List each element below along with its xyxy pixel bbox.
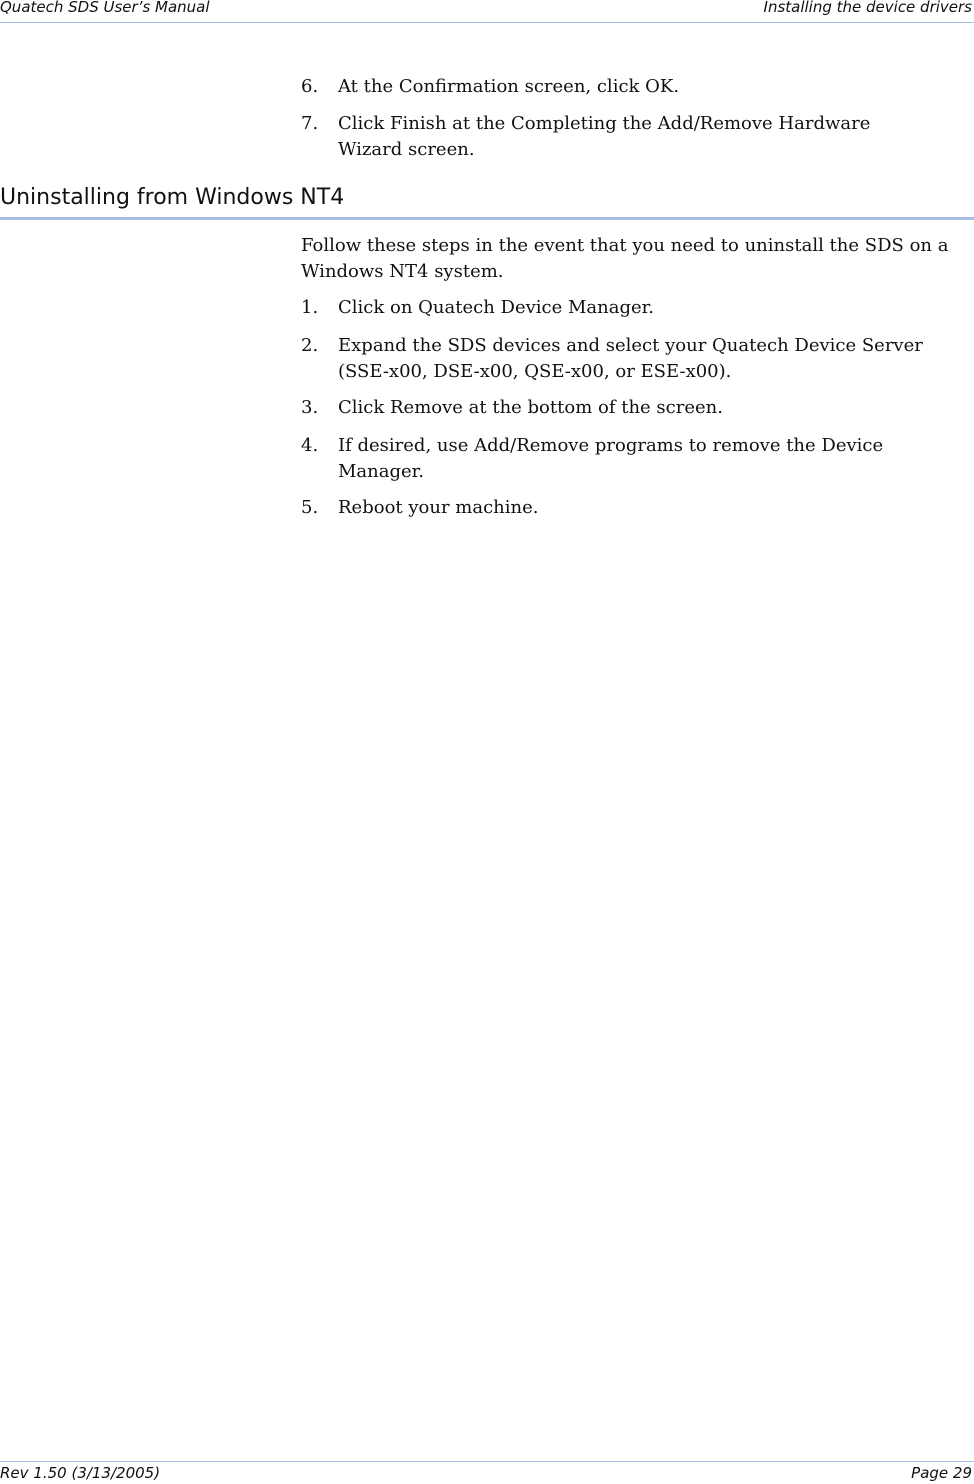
step-text: At the Confirmation screen, click OK.: [338, 76, 680, 97]
header-manual-title: Quatech SDS User’s Manual: [0, 0, 210, 16]
list-item: [301, 433, 921, 484]
footer-revision: Rev 1.50 (3/13/2005): [0, 1464, 161, 1482]
step-number: 3.: [301, 397, 319, 418]
step-text: Click on Quatech Device Manager.: [338, 297, 654, 318]
step-number: 4.: [301, 435, 319, 456]
page-header: [0, 0, 974, 23]
step-number: 2.: [301, 335, 319, 356]
section-title: Uninstalling from Windows NT4: [0, 185, 345, 210]
section-heading: [0, 183, 974, 220]
step-text: If desired, use Add/Remove programs to remove the Device Manager.: [338, 435, 884, 482]
step-number: 5.: [301, 497, 319, 518]
step-number: 1.: [301, 297, 319, 318]
step-number: 6.: [301, 76, 319, 97]
intro-paragraph: Follow these steps in the event that you need to uninstall the SDS on a Windows NT4 system.: [301, 235, 949, 282]
list-item: [301, 333, 961, 384]
step-text: Click Finish at the Completing the Add/Remove Hardware Wizard screen.: [338, 113, 871, 160]
step-text: Reboot your machine.: [338, 497, 539, 518]
step-text: Expand the SDS devices and select your Quatech Device Server (SSE-x00, DSE-x00, QSE-x00, or ESE-x00).: [338, 335, 923, 382]
list-item: [301, 295, 961, 321]
step-number: 7.: [301, 113, 319, 134]
page-footer: [0, 1461, 974, 1484]
list-item: [301, 495, 961, 521]
list-item: [301, 111, 911, 162]
header-chapter-title: Installing the device drivers: [763, 0, 972, 16]
list-item: [301, 395, 961, 421]
footer-page-number: Page 29: [911, 1464, 972, 1482]
list-item: [301, 74, 961, 100]
step-text: Click Remove at the bottom of the screen.: [338, 397, 723, 418]
